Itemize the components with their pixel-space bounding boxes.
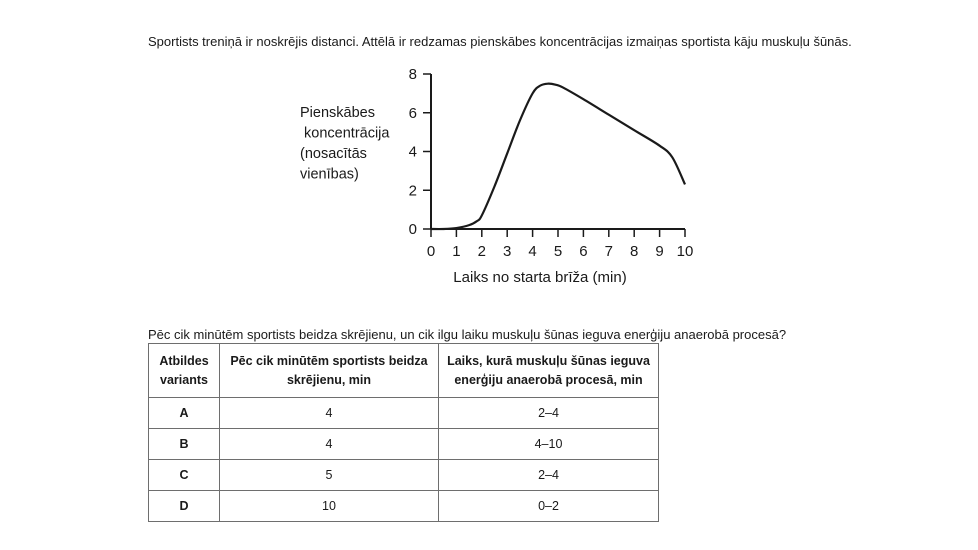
x-tick-label: 7 bbox=[604, 243, 613, 260]
x-axis-label: Laiks no starta brīža (min) bbox=[453, 269, 627, 286]
cell-variant: C bbox=[149, 460, 220, 491]
header-minutes: Pēc cik minūtēm sportists beidza skrējienu, min bbox=[220, 344, 439, 398]
x-tick-label: 3 bbox=[503, 243, 512, 260]
header-anaerobic: Laiks, kurā muskuļu šūnas ieguva enerģiju anaerobā procesā, min bbox=[439, 344, 659, 398]
table-row bbox=[149, 429, 659, 460]
cell-minutes: 4 bbox=[220, 429, 439, 460]
cell-anaerobic: 2–4 bbox=[439, 398, 659, 429]
x-tick-label: 5 bbox=[553, 243, 563, 260]
cell-anaerobic: 0–2 bbox=[439, 491, 659, 522]
cell-minutes: 5 bbox=[220, 460, 439, 491]
question-text: Pēc cik minūtēm sportists beidza skrējienu, un cik ilgu laiku muskuļu šūnas ieguva enerģiju anaerobā procesā? bbox=[148, 327, 787, 342]
cell-variant: A bbox=[149, 398, 220, 429]
table-row bbox=[149, 460, 659, 491]
x-tick-label: 6 bbox=[579, 243, 588, 260]
chart-series bbox=[431, 84, 685, 229]
chart-axes bbox=[431, 74, 685, 229]
intro-text: Sportists treniņā ir noskrējis distanci. Attēlā ir redzamas pienskābes koncentrācijas izmaiņas sportista kāju muskuļu šūnās. bbox=[148, 34, 852, 49]
y-tick-label: 0 bbox=[408, 221, 417, 238]
x-tick-label: 1 bbox=[452, 243, 461, 260]
x-tick-label: 4 bbox=[528, 243, 537, 260]
y-tick-label: 6 bbox=[408, 104, 417, 122]
x-axis-ticks bbox=[427, 229, 694, 260]
y-axis-label-line: vienības) bbox=[300, 166, 359, 183]
x-tick-label: 2 bbox=[477, 243, 486, 260]
cell-variant: D bbox=[149, 491, 220, 522]
answer-table bbox=[148, 343, 659, 522]
x-tick-label: 8 bbox=[630, 243, 639, 260]
header-variant: Atbildes variants bbox=[149, 344, 220, 398]
y-tick-label: 8 bbox=[408, 66, 417, 83]
y-axis-label-line: (nosacītās bbox=[300, 146, 367, 162]
x-tick-label: 0 bbox=[426, 243, 436, 260]
cell-minutes: 10 bbox=[220, 491, 439, 522]
y-axis-label bbox=[300, 105, 390, 183]
table-row bbox=[149, 398, 659, 429]
y-axis-label-line: Pienskābes bbox=[300, 105, 375, 121]
y-axis-ticks bbox=[409, 66, 431, 238]
lactic-acid-chart bbox=[290, 60, 710, 295]
cell-anaerobic: 2–4 bbox=[439, 460, 659, 491]
x-tick-label: 10 bbox=[676, 243, 694, 260]
cell-minutes: 4 bbox=[220, 398, 439, 429]
y-axis-label-line: koncentrācija bbox=[300, 125, 390, 142]
cell-variant: B bbox=[149, 429, 220, 460]
table-header-row bbox=[149, 344, 659, 398]
cell-anaerobic: 4–10 bbox=[439, 429, 659, 460]
table-row bbox=[149, 491, 659, 522]
y-tick-label: 4 bbox=[408, 143, 417, 161]
x-tick-label: 9 bbox=[655, 243, 664, 260]
y-tick-label: 2 bbox=[408, 182, 417, 200]
series-line bbox=[431, 84, 685, 229]
